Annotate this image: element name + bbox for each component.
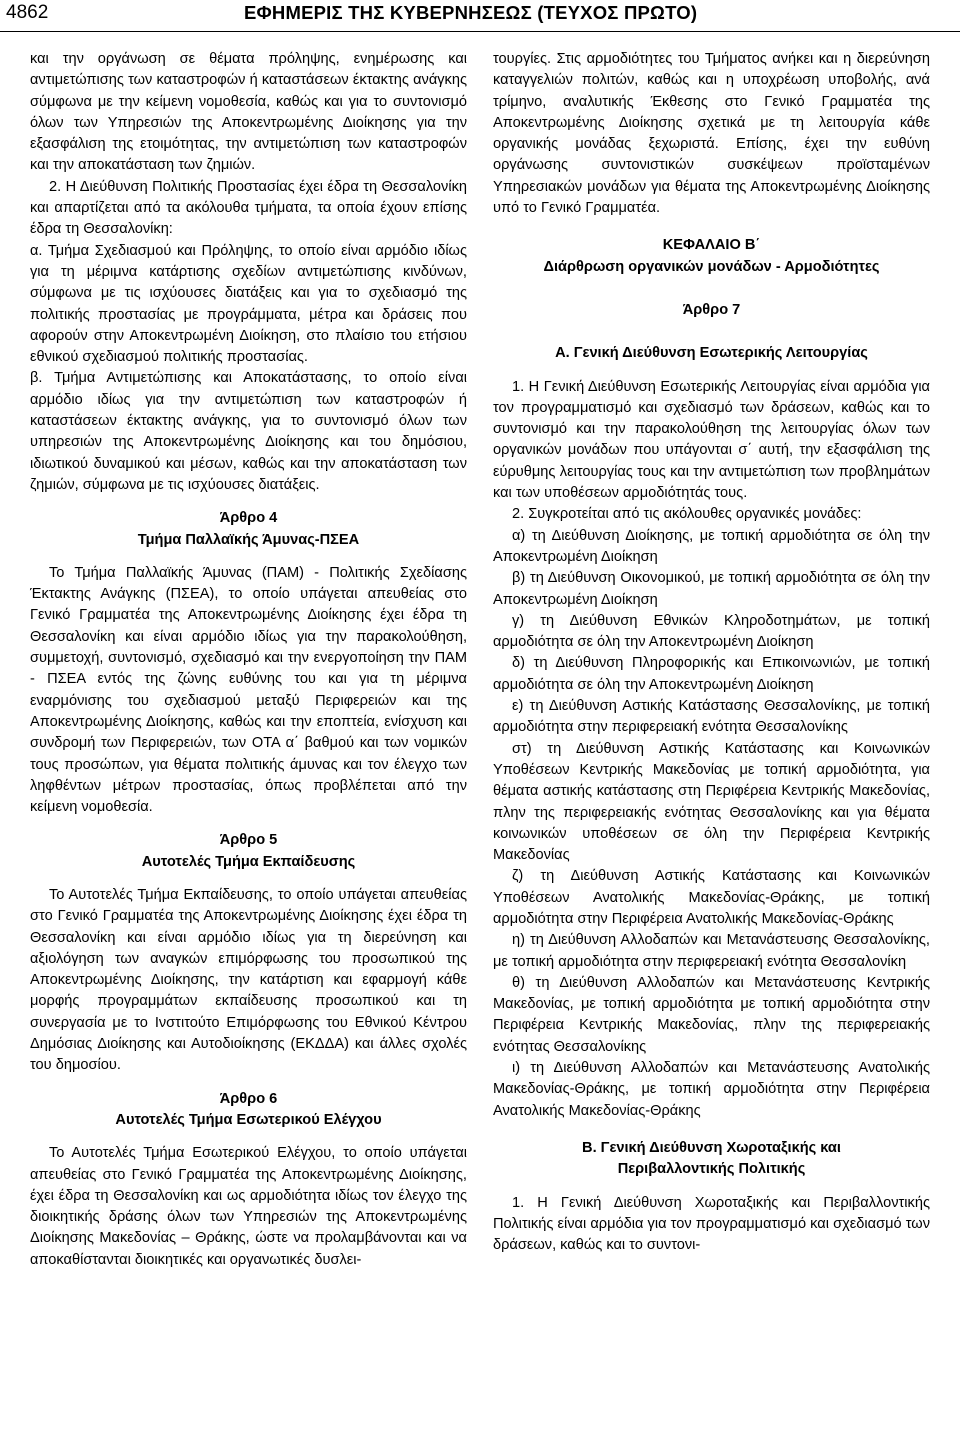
chapter-title: ΚΕΦΑΛΑΙΟ Β΄ bbox=[662, 237, 761, 254]
page-header bbox=[0, 0, 960, 26]
article-5-text: Το Αυτοτελές Τμήμα Εκπαίδευσης, το οποίο υπάγεται απευθείας στο Γενικό Γραμματέα της Αποκεντρωμένης Διοίκησης έχει έδρα τη Θεσσαλονίκη και είναι αρμόδιο ιδίως για τη διερεύνηση και αξιολόγηση των αναγκών επιμόρφωσης του προσωπικού της Αποκεντρωμένης Διοίκησης, την κατάρτιση και εφαρμογή κάθε μορφής προγραμμάτων εκπαίδευσης προσωπικού και τη συνεργασία με το Ινστιτούτο Επιμόρφωσης του Εθνικού Κέντρου Δημόσιας Διοίκησης και Αυτοδιοίκησης (ΕΚΔΔΑ) και άλλες σχολές του δημοσίου. bbox=[30, 886, 467, 1074]
article-6-text: Το Αυτοτελές Τμήμα Εσωτερικού Ελέγχου, το οποίο υπάγεται απευθείας στο Γενικό Γραμματέα της Αποκεντρωμένης Διοίκησης, έχει έδρα τη Θεσσαλονίκη και ως αρμοδιότητα ιδίως τον έλεγχο της διοικητικής δράσης όλων των Υπηρεσιών της Αποκεντρωμένης Διοίκησης Μακεδονίας – Θράκης, ώστε να προλαμβάνονται και να αποκαθίστανται διοικητικές και οργανωτικές δυσλει- bbox=[30, 1145, 467, 1268]
list-item: β) τη Διεύθυνση Οικονομικού, με τοπική αρμοδιότητα σε όλη την Αποκεντρωμένη Διοίκηση bbox=[493, 570, 930, 608]
list-item: ζ) τη Διεύθυνση Αστικής Κατάστασης και Κοινωνικών Υποθέσεων Ανατολικής Μακεδονίας-Θράκης, με τοπική αρμοδιότητα στην Περιφέρεια Ανατολικής Μακεδονίας-Θράκης bbox=[493, 868, 930, 927]
list-item: δ) τη Διεύθυνση Πληροφορικής και Επικοινωνιών, με τοπική αρμοδιότητα σε όλη την Αποκεντρωμένη Διοίκηση bbox=[493, 655, 930, 693]
list-item: ε) τη Διεύθυνση Αστικής Κατάστασης Θεσσαλονίκης, με τοπική αρμοδιότητα στην περιφερειακή ενότητα Θεσσαλονίκης bbox=[493, 698, 930, 736]
article-6-title: Άρθρο 6 bbox=[219, 1090, 278, 1107]
list-item: ι) τη Διεύθυνση Αλλοδαπών και Μετανάστευσης Ανατολικής Μακεδονίας-Θράκης, με τοπική αρμοδιότητα στην Περιφέρεια Ανατολικής Μακεδονίας-Θράκης bbox=[493, 1060, 930, 1119]
article-5-title: Άρθρο 5 bbox=[219, 832, 278, 849]
section-b-title-line-2: Περιβαλλοντικής Πολιτικής bbox=[617, 1161, 806, 1178]
section-b-paragraph-1: 1. Η Γενική Διεύθυνση Χωροταξικής και Περιβαλλοντικής Πολιτικής είναι αρμόδια για τον προγραμματισμό και σχεδιασμό των δράσεων, καθώς και το συντονι- bbox=[493, 1194, 930, 1254]
article-4-subtitle: Τμήμα Παλλαϊκής Άμυνας-ΠΣΕΑ bbox=[137, 531, 360, 548]
continued-paragraph: τουργίες. Στις αρμοδιότητες του Τμήματος ανήκει και η διερεύνηση καταγγελιών πολιτών, καθώς και η υποχρέωση υποβολής, ανά τρίμηνο, αναλυτικής Έκθεσης στο Γενικό Γραμματέα της Αποκεντρωμένης Διοίκησης σχετικά με τη λειτουργία κάθε οργανικής μονάδας ξεχωριστά. Επίσης, έχει την ευθύνη οργάνωσης συντονιστικών συσκέψεων προϊσταμένων Υπηρεσιακών μονάδων για θέματα της Αποκεντρωμένης Διοίκησης υπό το Γενικό Γραμματέα. bbox=[493, 51, 930, 217]
article-4-title: Άρθρο 4 bbox=[219, 510, 278, 527]
article-7-paragraph-1: 1. Η Γενική Διεύθυνση Εσωτερικής Λειτουργίας είναι αρμόδια για τον προγραμματισμό και σχεδιασμό των δράσεων, καθώς και το συντονισμό και την παρακολούθηση της λειτουργίας όλων των οργανικών μονάδων που υπάγονται σ΄ αυτή, την εξασφάλιση της εύρυθμης λειτουργίας τους και την αντιμετώπιση των προβλημάτων και των υποθέσεων αρμοδιότητάς τους. bbox=[493, 378, 930, 502]
article-7-paragraph-2: 2. Συγκροτείται από τις ακόλουθες οργανικές μονάδες: bbox=[512, 506, 862, 523]
article-4-text: Το Τμήμα Παλλαϊκής Άμυνας (ΠΑΜ) - Πολιτικής Σχεδίασης Έκτακτης Ανάγκης (ΠΣΕΑ), το οποίο υπάγεται απευθείας στο Γενικό Γραμματέα της Αποκεντρωμένης Διοίκησης έχει έδρα τη Θεσσαλονίκη και είναι αρμόδιο ιδίως για την παρακολούθηση, συμμετοχή, συντονισμό, σχεδιασμό και την ενεργοποίηση την ΠΑΜ - ΠΣΕΑ εντός της ζώνης ευθύνης του και για τη μέριμνα εναρμόνισης του σχεδιασμού μεταξύ Περιφερειών και της Αποκεντρωμένης Διοίκησης, καθώς και την εποπτεία, ενίσχυση και συνδρομή των Περιφερειών, των ΟΤΑ α΄ βαθμού και των νομικών τους προσώπων, για θέματα πολιτικής άμυνας και τον έλεγχο των ληφθέντων μέτρων προστασίας, όπως προβλέπεται από την κείμενη νομοθεσία. bbox=[30, 564, 467, 816]
list-item: θ) τη Διεύθυνση Αλλοδαπών και Μετανάστευσης Κεντρικής Μακεδονίας, με τοπική αρμοδιότητα με τοπική αρμοδιότητα στην Περιφέρεια Κεντρικής Μακεδονίας, πλην της περιφερειακής ενότητας Θεσσαλονίκης bbox=[493, 974, 930, 1055]
paragraph-b: β. Τμήμα Αντιμετώπισης και Αποκατάστασης, το οποίο είναι αρμόδιο ιδίως για την αντιμετώπιση των καταστροφών ή καταστάσεων έκτακτης ανάγκης, για το συντονισμό όλων των υπηρεσιών της Αποκεντρωμένης Διοίκησης και του δημόσιου, ιδιωτικού δυναμικού και μέσων, καθώς και την αποκατάσταση των ζημιών, σύμφωνα με τις ισχύουσες διατάξεις. bbox=[30, 370, 467, 493]
paragraph-a: α. Τμήμα Σχεδιασμού και Πρόληψης, το οποίο είναι αρμόδιο ιδίως για τη μέριμνα κατάρτισης σχεδίων αντιμετώπισης κινδύνων, σύμφωνα με τις ισχύουσες διατάξεις και για το σχεδιασμό της πολιτικής προστασίας με προγράμματα, μέτρα και δράσεις που αφορούν στην Αποκεντρωμένη Διοίκηση, στο πλαίσιο του ετήσιου εθνικού σχεδιασμού πολιτικής προστασίας. bbox=[30, 242, 467, 366]
article-5-subtitle: Αυτοτελές Τμήμα Εκπαίδευσης bbox=[141, 853, 356, 870]
chapter-subtitle: Διάρθρωση οργανικών μονάδων - Αρμοδιότητες bbox=[543, 258, 880, 275]
section-a-title: Α. Γενική Διεύθυνση Εσωτερικής Λειτουργίας bbox=[555, 345, 868, 362]
section-b-title-line-1: Β. Γενική Διεύθυνση Χωροταξικής και bbox=[582, 1139, 841, 1156]
intro-paragraph: και την οργάνωση σε θέματα πρόληψης, ενημέρωσης και αντιμετώπισης των καταστροφών ή καταστάσεων έκτακτης ανάγκης σύμφωνα με την κείμενη νομοθεσία, καθώς και για το συντονισμό όλων των Υπηρεσιών της Αποκεντρωμένης Διοίκησης για την εξασφάλιση της ετοιμότητας, την αντιμετώπιση των καταστροφών και την αποκατάσταση των ζημιών. bbox=[30, 51, 467, 174]
left-column bbox=[30, 49, 467, 1271]
article-6-subtitle: Αυτοτελές Τμήμα Εσωτερικού Ελέγχου bbox=[115, 1111, 382, 1128]
article-7-title: Άρθρο 7 bbox=[682, 301, 741, 318]
list-item: α) τη Διεύθυνση Διοίκησης, με τοπική αρμοδιότητα σε όλη την Αποκεντρωμένη Διοίκηση bbox=[493, 527, 930, 565]
list-item: στ) τη Διεύθυνση Αστικής Κατάστασης και Κοινωνικών Υποθέσεων Κεντρικής Μακεδονίας με τοπική αρμοδιότητα, για θέματα αστικής κατάστασης στη Περιφέρεια Κεντρικής Μακεδονίας, πλην της περιφερειακής ενότητας Θεσσαλονίκης και για θέματα κοινωνικών υποθέσεων σε όλη την Περιφέρεια Κεντρικής Μακεδονίας bbox=[493, 740, 930, 864]
list-item: γ) τη Διεύθυνση Εθνικών Κληροδοτημάτων, με τοπική αρμοδιότητα σε όλη την Αποκεντρωμένη Διοίκηση bbox=[493, 612, 930, 651]
paragraph-2: 2. Η Διεύθυνση Πολιτικής Προστασίας έχει έδρα τη Θεσσαλονίκη και απαρτίζεται από τα ακόλουθα τμήματα, τα οποία έχουν επίσης έδρα τη Θεσσαλονίκη: bbox=[30, 178, 467, 238]
right-column bbox=[493, 49, 930, 1256]
header-rule bbox=[0, 31, 960, 32]
gazette-title: ΕΦΗΜΕΡΙΣ ΤΗΣ ΚΥΒΕΡΝΗΣΕΩΣ (ΤΕΥΧΟΣ ΠΡΩΤΟ) bbox=[244, 2, 698, 23]
list-item: η) τη Διεύθυνση Αλλοδαπών και Μετανάστευσης Θεσσαλονίκης, με τοπική αρμοδιότητα στην περιφερειακή ενότητα Θεσσαλονίκη bbox=[493, 932, 930, 970]
page-number: 4862 bbox=[6, 2, 49, 23]
